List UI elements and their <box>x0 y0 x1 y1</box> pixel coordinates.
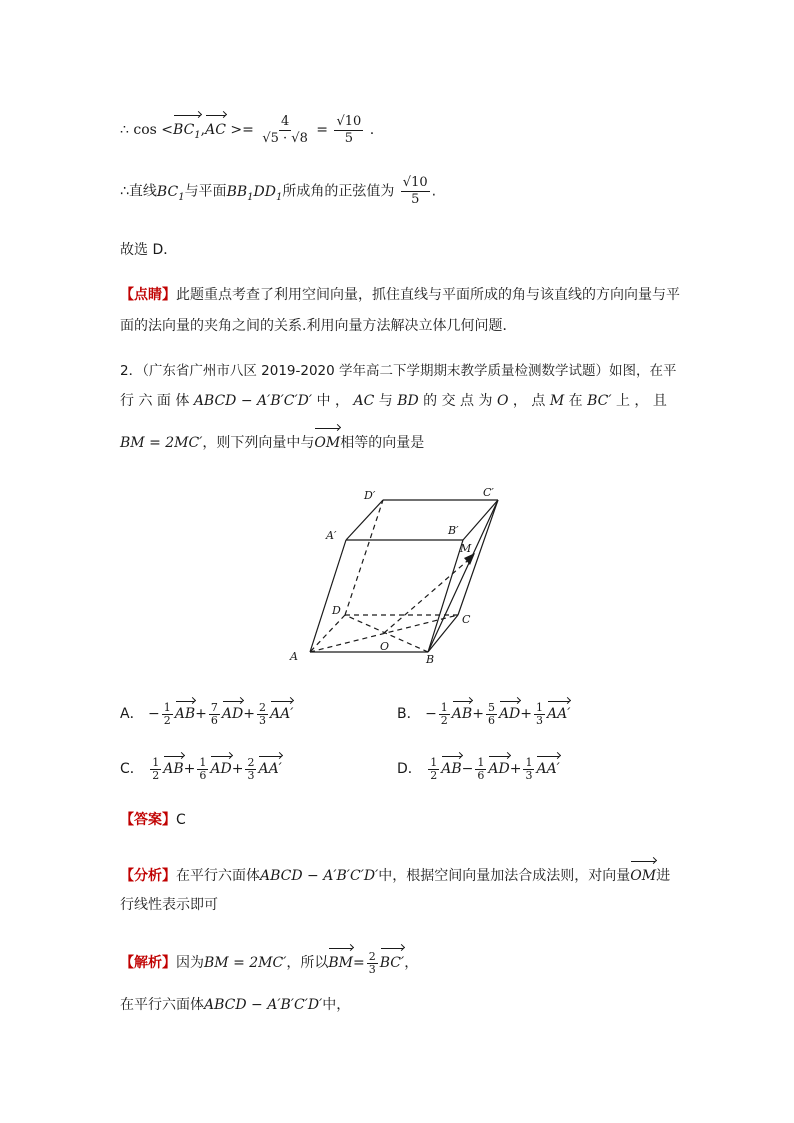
analysis-text: 中，根据空间向量加法合成法则，对向量 <box>378 868 631 884</box>
therefore-symbol: ∴ <box>120 122 129 138</box>
num: 1 <box>477 755 485 769</box>
edge-dd1 <box>345 500 383 615</box>
num: 1 <box>152 755 160 769</box>
coef-2 <box>486 702 497 727</box>
question-number: 2． <box>120 363 143 379</box>
question-2-line-2 <box>120 391 667 411</box>
vector-om-line <box>384 556 473 633</box>
operator: + <box>183 761 196 777</box>
solution-text: ， <box>404 955 419 971</box>
dianjing-line-2: 面的法向量的夹角之间的关系.利用向量方法解决立体几何问题． <box>120 318 517 334</box>
question-text: 与 <box>378 393 393 409</box>
edge-aa1 <box>310 540 346 652</box>
segment-bd: BD <box>397 393 419 409</box>
text-segment: ∴直线 <box>120 183 157 200</box>
den: 3 <box>536 713 544 727</box>
den: 6 <box>210 713 218 727</box>
choice-d[interactable] <box>397 753 560 782</box>
den: 2 <box>163 713 171 727</box>
den: 3 <box>525 768 533 782</box>
segment-ac: AC <box>353 393 375 409</box>
vector-om <box>314 425 340 453</box>
question-text: 行 六 面 体 <box>120 393 190 409</box>
vector-bm: BM <box>328 945 353 973</box>
choose-d-line: 故选 D． <box>120 242 178 258</box>
vector-bc1-sub: 1 <box>194 129 201 141</box>
edge-bb1 <box>428 540 463 652</box>
den: 2 <box>152 768 160 782</box>
label-d1: D′ <box>364 489 376 502</box>
parallelepiped-name: ABCD − A′B′C′D′ <box>204 997 323 1013</box>
den: 3 <box>258 713 266 727</box>
vector-aa1: AA′ <box>547 698 570 722</box>
segment-bc1-line <box>428 500 498 652</box>
num: 1 <box>163 700 171 714</box>
vector-om-label: OM <box>314 435 341 451</box>
edge-b1c1 <box>463 500 498 540</box>
point-m: M <box>549 393 565 409</box>
condition-bm-2mc1: BM = 2MC′ <box>204 955 287 971</box>
parallelepiped-name: ABCD − A′B′C′D′ <box>260 868 379 884</box>
label-b1: B′ <box>448 524 459 537</box>
sign: − <box>148 706 160 722</box>
label-b: B <box>426 653 435 665</box>
analysis-text: 进 <box>656 868 671 884</box>
den: 3 <box>247 768 255 782</box>
coef-1 <box>150 757 161 782</box>
den: 3 <box>368 962 376 976</box>
solution-text: 因为 <box>176 955 204 971</box>
vector-aa1: AA′ <box>258 753 281 777</box>
vector-aa1: AA′ <box>270 698 293 722</box>
question-text: ， 点 <box>512 393 546 409</box>
operator: + <box>509 761 522 777</box>
plane-label-part2: DD <box>253 183 276 200</box>
solution-line-2 <box>120 995 350 1015</box>
fraction-sqrt10-over-5 <box>334 114 363 147</box>
num: 5 <box>487 700 495 714</box>
label-o: O <box>380 640 390 653</box>
edge-cc1 <box>458 500 498 615</box>
period: . <box>369 122 375 138</box>
dianjing-line-1 <box>120 285 680 305</box>
coef-1 <box>162 702 173 727</box>
question-2-line-1 <box>120 361 677 381</box>
analysis-line-2: 行线性表示即可 <box>120 897 218 913</box>
fraction-numerator: √10 <box>336 113 362 129</box>
operator: + <box>243 706 255 722</box>
fraction-denominator: 5 <box>344 130 354 146</box>
equals-symbol: = <box>316 122 329 138</box>
cos-text: cos <box>133 122 157 138</box>
question-text: 相等的向量是 <box>340 435 425 451</box>
solution-line-1 <box>120 945 418 976</box>
label-d: D <box>332 604 341 617</box>
vector-ab: AB <box>452 698 472 722</box>
coef-1 <box>428 757 439 782</box>
question-source: （广东省广州市八区 2019-2020 学年高二下学期期末教学质量检测数学试题） <box>142 363 610 379</box>
den: 2 <box>430 768 438 782</box>
num: 1 <box>440 700 448 714</box>
vector-ad: AD <box>222 698 243 722</box>
num: 2 <box>368 949 376 963</box>
edge-da <box>310 615 345 652</box>
num: 1 <box>199 755 207 769</box>
label-a: A <box>290 650 298 663</box>
equals-symbol: = <box>353 955 365 971</box>
analysis-tag: 【分析】 <box>120 868 176 884</box>
plane-sub2: 1 <box>275 191 283 203</box>
line-bc1-label: BC <box>156 183 179 200</box>
coef-2 <box>475 757 486 782</box>
analysis-text: 在平行六面体 <box>176 868 260 884</box>
answer-tag: 【答案】 <box>120 812 176 828</box>
text-segment: 所成角的正弦值为 <box>282 183 395 200</box>
choice-label: B． <box>397 706 421 722</box>
operator: + <box>520 706 533 722</box>
den: 6 <box>199 768 207 782</box>
choice-label: A． <box>120 706 144 722</box>
question-text: 在 <box>568 393 583 409</box>
question-2-line-3 <box>120 425 424 453</box>
coef-3 <box>523 757 534 782</box>
coef-3 <box>245 757 256 782</box>
den: 6 <box>487 713 495 727</box>
coef-3 <box>534 702 545 727</box>
answer-value: C <box>176 812 186 828</box>
sine-value-line <box>120 175 436 208</box>
condition-bm-2mc1: BM = 2MC′ <box>120 435 203 451</box>
vector-ac-label: AC <box>205 122 226 138</box>
solution-text: 中， <box>322 997 351 1013</box>
solution-tag: 【解析】 <box>120 955 176 971</box>
segment-bc1: BC′ <box>587 393 612 409</box>
label-c1: C′ <box>483 486 494 499</box>
plane-bb1dd1 <box>226 183 283 203</box>
label-c: C <box>462 613 471 626</box>
fraction-denominator: √5 · √8 <box>262 130 308 146</box>
vector-ad: AD <box>210 753 231 777</box>
solution-text: 在平行六面体 <box>120 997 204 1013</box>
vector-bc1-label: BC <box>173 122 195 138</box>
question-text: 上 ， 且 <box>615 393 667 409</box>
num: 1 <box>525 755 533 769</box>
question-text: 的 交 点 为 <box>423 393 493 409</box>
num: 2 <box>258 700 266 714</box>
choice-c[interactable] <box>120 753 282 782</box>
text-segment: 与平面 <box>184 183 227 200</box>
vector-ab: AB <box>175 698 195 722</box>
plane-sub1: 1 <box>247 191 254 203</box>
choice-label: C． <box>120 761 144 777</box>
line-bc1 <box>156 183 185 203</box>
coef-1 <box>439 702 450 727</box>
point-o: O <box>496 393 509 409</box>
edge-d1a1 <box>346 500 383 540</box>
cosine-formula-line <box>120 112 374 147</box>
operator: + <box>195 706 207 722</box>
num: 2 <box>247 755 255 769</box>
vector-aa1: AA′ <box>536 753 559 777</box>
operator: + <box>231 761 244 777</box>
coef-2-3 <box>367 951 378 976</box>
parallelepiped-name: ABCD − A′B′C′D′ <box>193 393 313 409</box>
operator: − <box>461 761 474 777</box>
dianjing-text-1: 此题重点考查了利用空间向量，抓住直线与平面所成的角与该直线的方向向量与平 <box>176 287 680 303</box>
fraction-numerator: 4 <box>280 113 290 129</box>
gt-eq-symbol: >= <box>230 122 254 138</box>
period: . <box>431 183 437 200</box>
line-bc1-sub: 1 <box>178 191 185 203</box>
plane-label-part1: BB <box>226 183 248 200</box>
question-text: ，则下列向量中与 <box>202 435 315 451</box>
operator: + <box>472 706 484 722</box>
vector-ad: AD <box>488 753 509 777</box>
choice-b[interactable] <box>397 698 570 727</box>
solution-text: ，所以 <box>286 955 329 971</box>
coef-2 <box>209 702 220 727</box>
vector-ab: AB <box>163 753 183 777</box>
fraction-4-over-roots <box>260 114 310 147</box>
vector-om: OM <box>630 858 656 886</box>
dianjing-tag: 【点睛】 <box>120 287 176 303</box>
label-m: M <box>460 542 472 555</box>
vector-ad: AD <box>499 698 520 722</box>
question-text: 中 ， <box>316 393 349 409</box>
fraction-denominator: 5 <box>411 192 420 207</box>
num: 7 <box>210 700 218 714</box>
den: 2 <box>440 713 448 727</box>
num: 1 <box>536 700 544 714</box>
vector-bc1: BC′ <box>380 945 404 973</box>
sign: − <box>425 706 437 722</box>
fraction-sqrt10-over-5 <box>401 175 430 208</box>
choice-label: D． <box>397 761 422 777</box>
comma: , <box>200 122 206 138</box>
parallelepiped-figure <box>280 480 520 665</box>
coef-3 <box>257 702 268 727</box>
analysis-line-1 <box>120 858 670 886</box>
den: 6 <box>477 768 485 782</box>
num: 1 <box>430 755 438 769</box>
choice-a[interactable] <box>120 698 293 727</box>
fraction-numerator: √10 <box>402 175 428 190</box>
coef-2 <box>197 757 208 782</box>
vector-ac <box>205 112 226 140</box>
question-text: 如图，在平 <box>609 363 677 379</box>
vector-bc1 <box>173 112 201 146</box>
lt-symbol: < <box>161 122 174 138</box>
label-a1: A′ <box>326 529 337 542</box>
vector-ab: AB <box>441 753 461 777</box>
answer-line <box>120 810 186 830</box>
